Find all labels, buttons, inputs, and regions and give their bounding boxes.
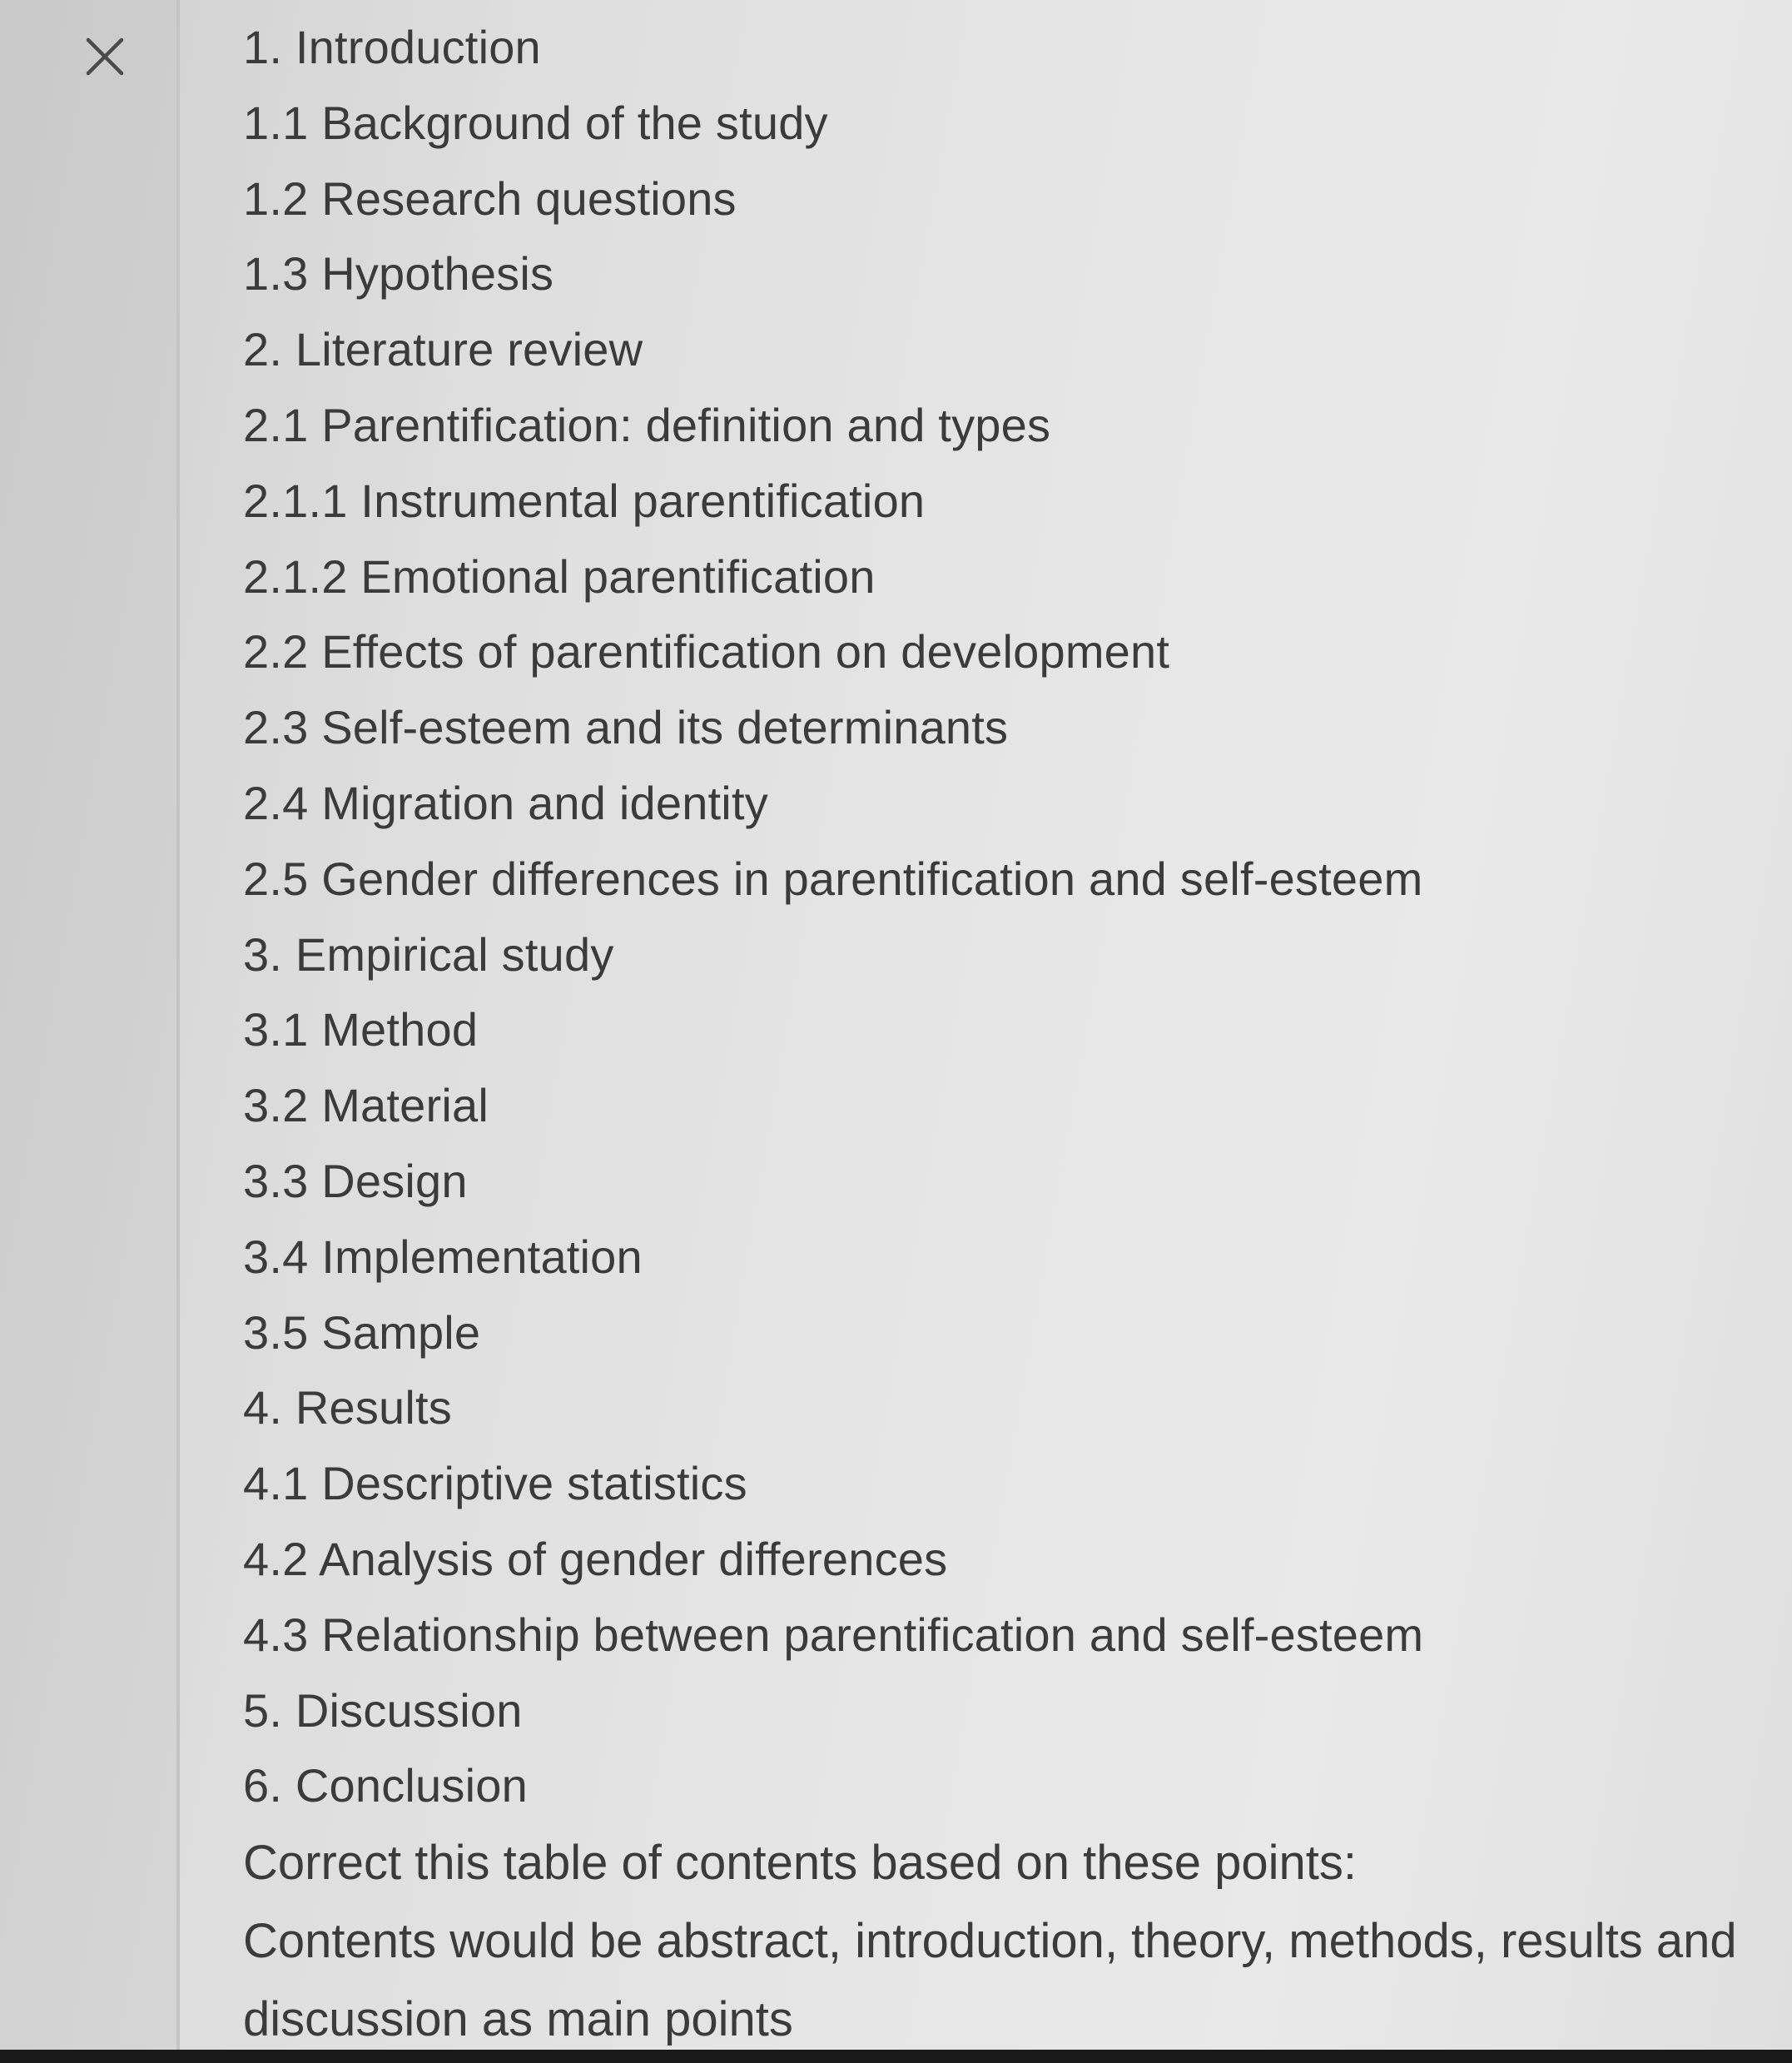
message-content [243,10,1775,2059]
toc-item: 3.1 Method [243,1003,479,1056]
toc-item: 3.3 Design [243,1154,468,1207]
toc-item: 2.2 Effects of parentification on development [243,625,1170,679]
toc-item: 3. Empirical study [243,927,614,981]
left-rail [0,0,176,2050]
rail-divider [176,0,180,2050]
toc-item: 3.5 Sample [243,1305,481,1359]
toc-item: 6. Conclusion [243,1759,528,1812]
toc-item: 4.3 Relationship between parentification and self-esteem [243,1608,1424,1661]
toc-item: 2. Literature review [243,323,643,376]
toc-item: 1.2 Research questions [243,172,737,225]
toc-item: 2.5 Gender differences in parentification and self-esteem [243,852,1423,905]
toc-item: 2.1.2 Emotional parentification [243,549,876,603]
toc-item: 2.1.1 Instrumental parentification [243,474,926,527]
toc-item: 2.3 Self-esteem and its determinants [243,701,1009,754]
toc-item: 1.1 Background of the study [243,96,828,149]
toc-item: 1.3 Hypothesis [243,247,554,301]
toc-item: 5. Discussion [243,1683,523,1737]
toc-item: 4.1 Descriptive statistics [243,1457,747,1510]
toc-item: 3.2 Material [243,1079,489,1132]
toc-item: 4. Results [243,1381,452,1434]
prompt-line: Correct this table of contents based on these points: [243,1836,1358,1891]
close-button[interactable] [73,25,137,88]
close-icon [83,35,127,78]
toc-item: 1. Introduction [243,21,541,73]
toc-item: 2.1 Parentification: definition and types [243,398,1051,451]
toc-item: 4.2 Analysis of gender differences [243,1532,948,1585]
bottom-bar [0,2050,1792,2063]
prompt-line: discussion as main points [243,1992,793,2047]
prompt-line: Contents would be abstract, introduction, theory, methods, results and [243,1914,1737,1969]
toc-item: 2.4 Migration and identity [243,776,768,829]
toc-item: 3.4 Implementation [243,1230,643,1283]
